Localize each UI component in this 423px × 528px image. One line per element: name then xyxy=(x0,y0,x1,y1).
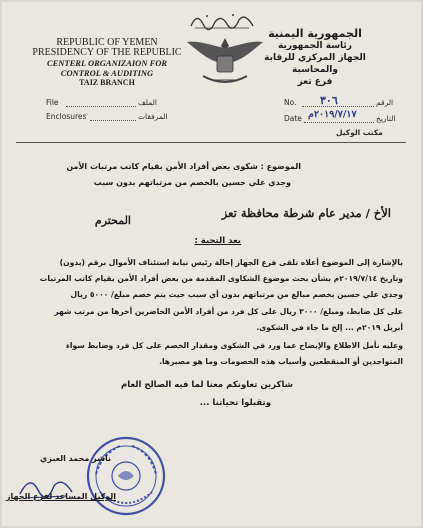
header-en-line: CENTERL ORGANIZAION FOR xyxy=(46,58,168,68)
closing-regards: وتقبلوا تحياتنا ... xyxy=(199,398,271,408)
body-line: أبريل ٢٠١٩م ... إلخ ما جاء في الشكوى. xyxy=(256,323,403,332)
header-ar-line: فرع تعز xyxy=(297,77,333,87)
body-line: وتاريخ ٢٠١٩/٧/١٤م بشأن بحث موضوع الشكاوى المقدمة من بعض أفراد الأمن بقيام كاتب المرتبات xyxy=(39,274,403,283)
number-value: ٣٠٦ xyxy=(320,94,338,107)
body-line: وعليه نأمل الاطلاع والإيضاح عما ورد في الشكوى ومقدار الخصم على كل فرد وضابط سواء xyxy=(66,341,403,350)
official-stamp xyxy=(84,434,168,518)
closing-thanks: شاكرين تعاونكم معنا لما فيه الصالح العام xyxy=(121,380,293,390)
date-label-ar: التاريخ xyxy=(376,114,396,123)
date-label-en: Date xyxy=(284,114,302,123)
file-label-ar: الملف xyxy=(138,98,157,107)
signer-title: الوكيل المساعد لفرع الجهاز xyxy=(5,492,116,501)
addressee: الأخ / مدير عام شرطة محافظة تعز xyxy=(221,206,391,220)
number-label-ar: الرقم xyxy=(376,98,394,107)
number-label-en: No. xyxy=(284,98,297,107)
greeting: بعد التحية : xyxy=(194,236,241,246)
header-en-line: CONTROL & AUDITING xyxy=(60,68,154,78)
letter-page xyxy=(2,2,421,526)
body-line: على كل ضابط، ومبلغ/ ٣٠٠٠ ريال على كل فرد من أفراد الأمن الحاضرين أخرها من مرتب شهر xyxy=(54,307,403,316)
english-header xyxy=(32,38,182,88)
header-ar-line: رئاسة الجمهورية xyxy=(278,41,352,51)
header-divider xyxy=(16,142,406,143)
header-en-line: TAIZ BRANCH xyxy=(79,78,135,87)
file-dots xyxy=(66,106,136,107)
file-label-en: File xyxy=(46,98,59,107)
honorific: المحترم xyxy=(94,214,131,227)
office-label: مكتب الوكيل xyxy=(336,128,383,137)
subject-line-1: الموضوع : شكوى بعض أفراد الأمن بقيام كاتب مرتبات الأمن xyxy=(66,162,301,171)
arabic-header xyxy=(245,28,385,88)
date-value: ٢٠١٩/٧/١٧م xyxy=(308,109,357,120)
header-en-line: REPUBLIC OF YEMEN xyxy=(56,37,158,48)
enclosures-label-ar: المرفقات xyxy=(138,112,168,121)
enclosures-label-en: Enclosures xyxy=(46,112,87,121)
enclosures-dots xyxy=(90,120,136,121)
signer-name: ناشر محمد العبزي xyxy=(40,454,111,463)
header-ar-line: الجمهورية اليمنية xyxy=(268,27,362,40)
subject-line-2: وجدي علي حسين بالخصم من مرتباتهم بدون سبب xyxy=(93,178,291,187)
body-line: وجدي علي حسين بخصم مبالغ من مرتباتهم بدون أي سبب حيث يتم خصم مبلغ/ ٥٠٠٠ ريال xyxy=(70,290,403,299)
body-line: بالإشارة إلى الموضوع أعلاه تلقى فرع الجهاز إحالة رئيس نيابة استئناف الأموال برقم (بدون) xyxy=(59,258,403,267)
date-dots xyxy=(304,122,374,123)
header-en-line: PRESIDENCY OF THE REPUBLIC xyxy=(32,47,182,58)
header-ar-line: الجهاز المركزي للرقابة والمحاسبة xyxy=(264,53,366,75)
body-line: المتواجدين أو المنقطعين وأسباب هذه الخصومات وما هو مصيرها. xyxy=(159,357,403,366)
number-dots xyxy=(302,106,374,107)
